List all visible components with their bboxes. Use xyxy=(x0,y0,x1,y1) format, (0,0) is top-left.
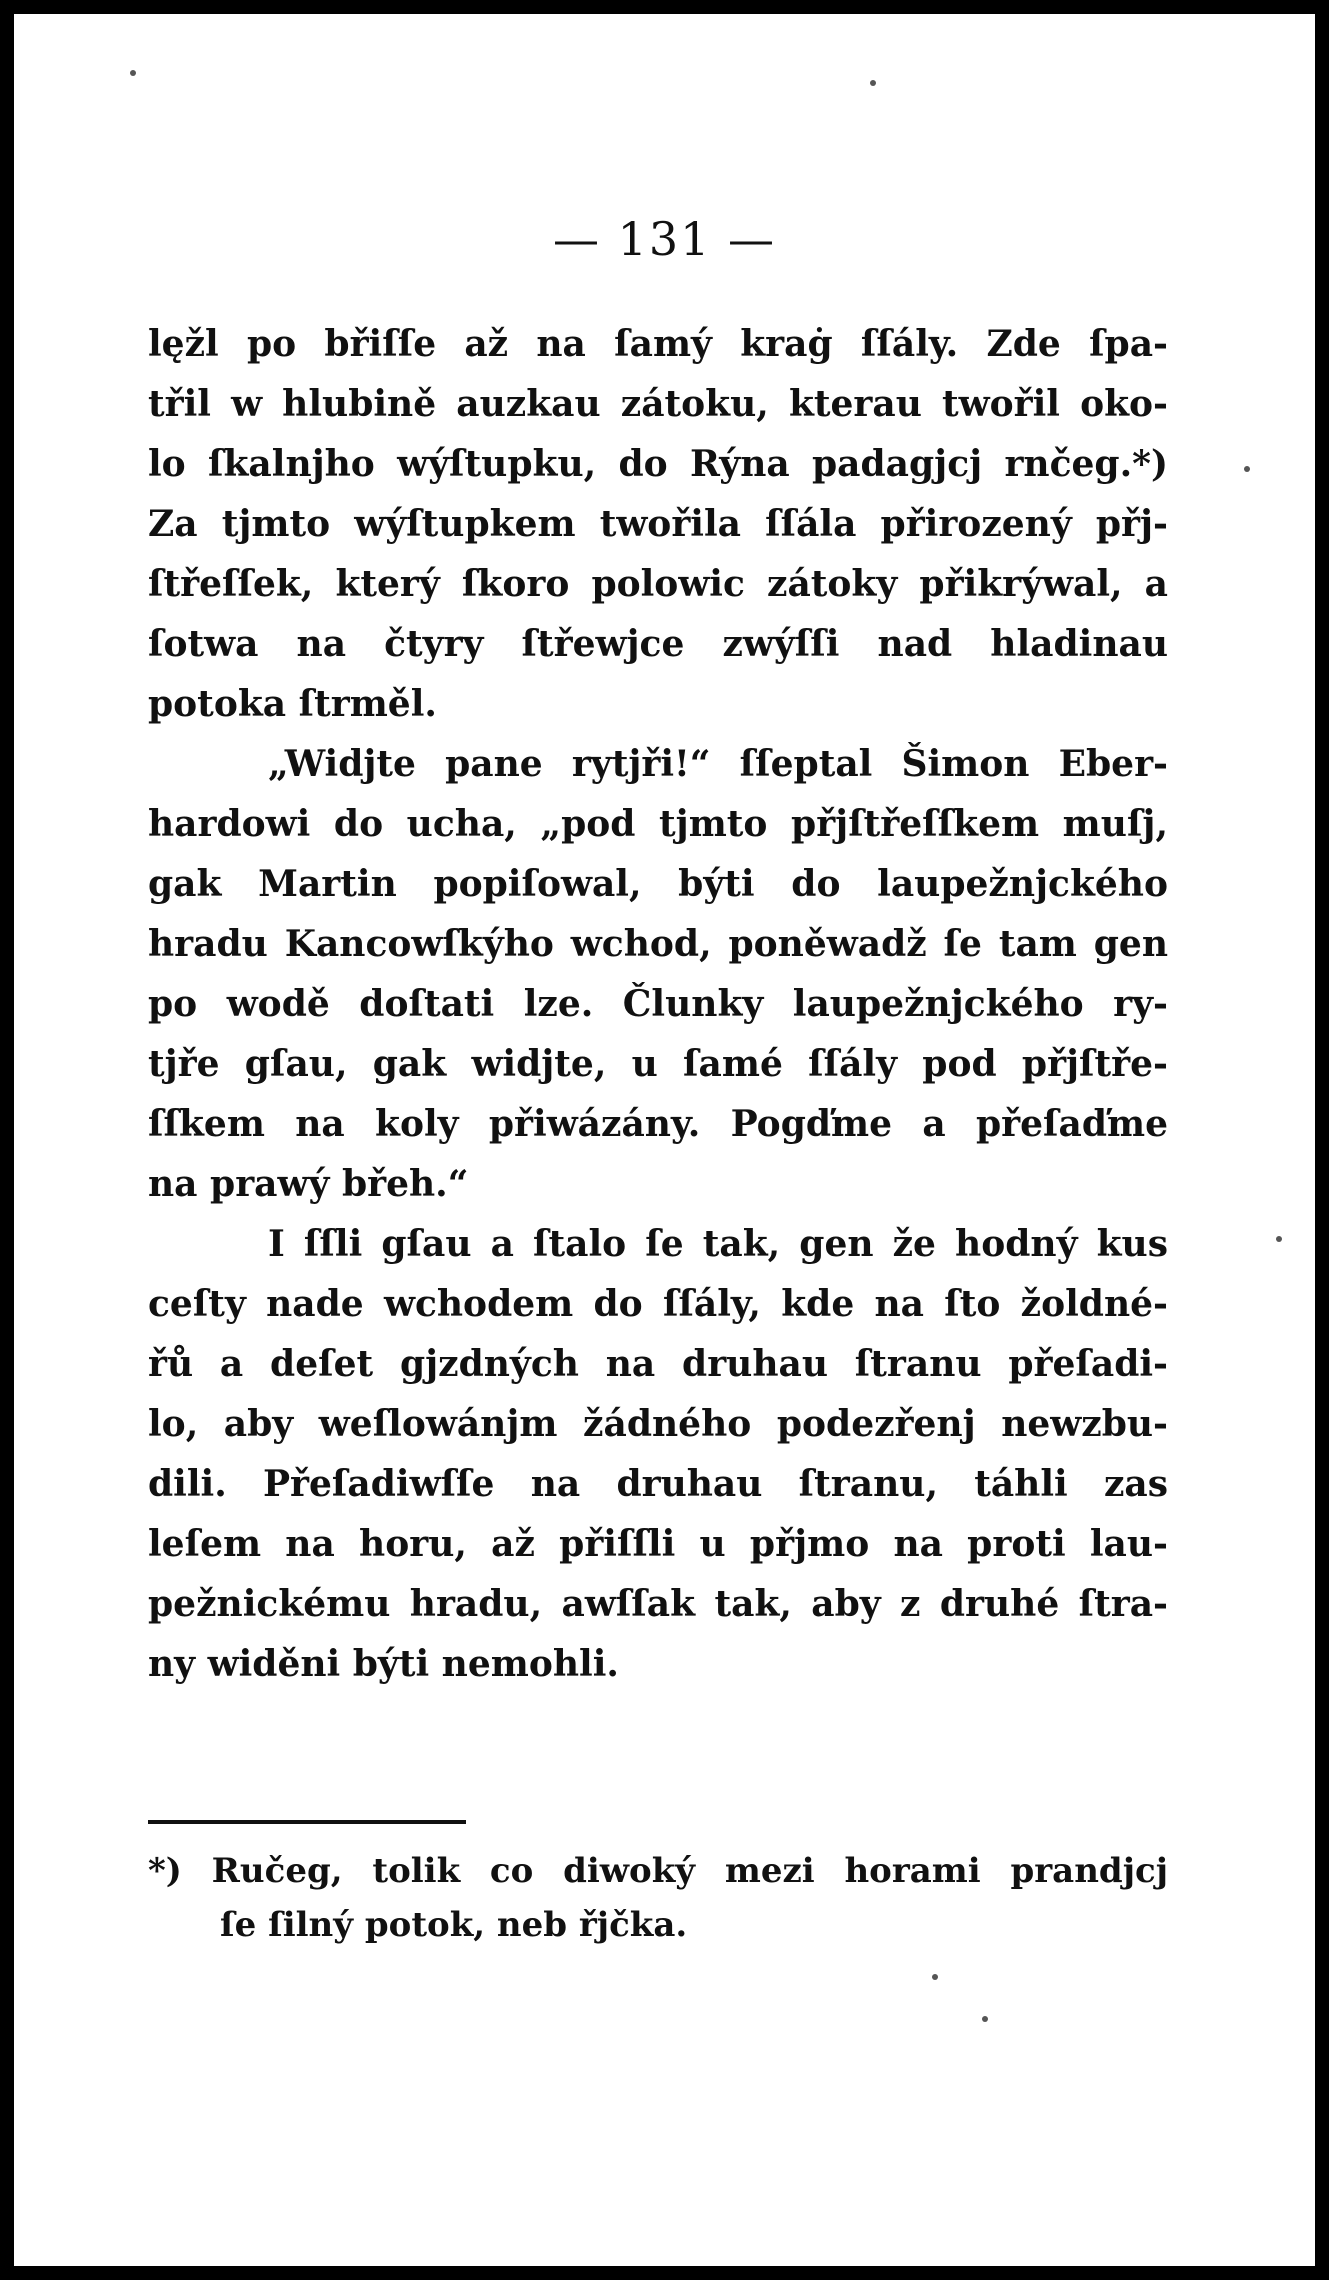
text-line: ſotwa na čtyry ſtřewjce zwýſſi nad hladinau xyxy=(148,623,1168,665)
text-line: tjře gſau, gak widjte, u ſamé ſſály pod přjſtře- xyxy=(148,1043,1168,1085)
text-line: potoka ſtrměl. xyxy=(148,683,437,725)
text-line: po wodě doſtati lze. Člunky laupežnjckého ry- xyxy=(148,983,1168,1025)
text-line: ceſty nade wchodem do ſſály, kde na ſto žoldné- xyxy=(148,1283,1168,1325)
text-line: ny widěni býti nemohli. xyxy=(148,1643,619,1685)
text-line: lęžl po břiſſe až na ſamý kraġ ſſály. Zde ſpa- xyxy=(148,323,1168,365)
text-line: hradu Kancowſkýho wchod, poněwadž ſe tam gen xyxy=(148,923,1168,965)
paper-speck xyxy=(870,80,876,86)
paper-speck xyxy=(1244,466,1250,472)
text-line: leſem na horu, až přiſſli u přjmo na proti lau- xyxy=(148,1523,1168,1565)
text-line: lo, aby weſlowánjm žádného podezřenj newzbu- xyxy=(148,1403,1168,1445)
text-line: lo ſkalnjho wýſtupku, do Rýna padagjcj rnčeg.*) xyxy=(148,443,1168,485)
text-line: gak Martin popiſowal, býti do laupežnjckého xyxy=(148,863,1168,905)
paper-speck xyxy=(1276,1236,1282,1242)
paper-speck xyxy=(130,70,136,76)
text-line: I ſſli gſau a ſtalo ſe tak, gen že hodný kus xyxy=(268,1223,1168,1265)
text-line: hardowi do ucha, „pod tjmto přjſtřeſſkem muſj, xyxy=(148,803,1168,845)
footnote xyxy=(148,1844,1168,1952)
text-line: ſſkem na koly přiwázány. Pogďme a přeſaďme xyxy=(148,1103,1168,1145)
body-text xyxy=(148,314,1168,1694)
text-line: „Widjte pane rytjři!“ ſſeptal Šimon Eber- xyxy=(268,743,1168,785)
footnote-divider xyxy=(148,1820,466,1824)
paper-speck xyxy=(932,1974,938,1980)
text-line: řů a deſet gjzdných na druhau ſtranu přeſadi- xyxy=(148,1343,1168,1385)
footnote-line: ſe ſilný potok, neb řjčka. xyxy=(220,1905,688,1945)
text-line: třil w hlubině auzkau zátoku, kterau twořil oko- xyxy=(148,383,1168,425)
text-line: na prawý břeh.“ xyxy=(148,1163,469,1205)
book-page xyxy=(14,14,1315,2266)
text-line: ſtřeſſek, který ſkoro polowic zátoky přikrýwal, a xyxy=(148,563,1168,605)
text-line: Za tjmto wýſtupkem twořila ſſála přirozený přj- xyxy=(148,503,1168,545)
text-line: dili. Přeſadiwſſe na druhau ſtranu, táhli zas xyxy=(148,1463,1168,1505)
text-line: pežnickému hradu, awſſak tak, aby z druhé ſtra- xyxy=(148,1583,1168,1625)
page-number: — 131 — xyxy=(552,212,777,266)
footnote-line: *) Ručeg, tolik co diwoký mezi horami prandjcj xyxy=(148,1851,1168,1891)
paper-speck xyxy=(982,2016,988,2022)
